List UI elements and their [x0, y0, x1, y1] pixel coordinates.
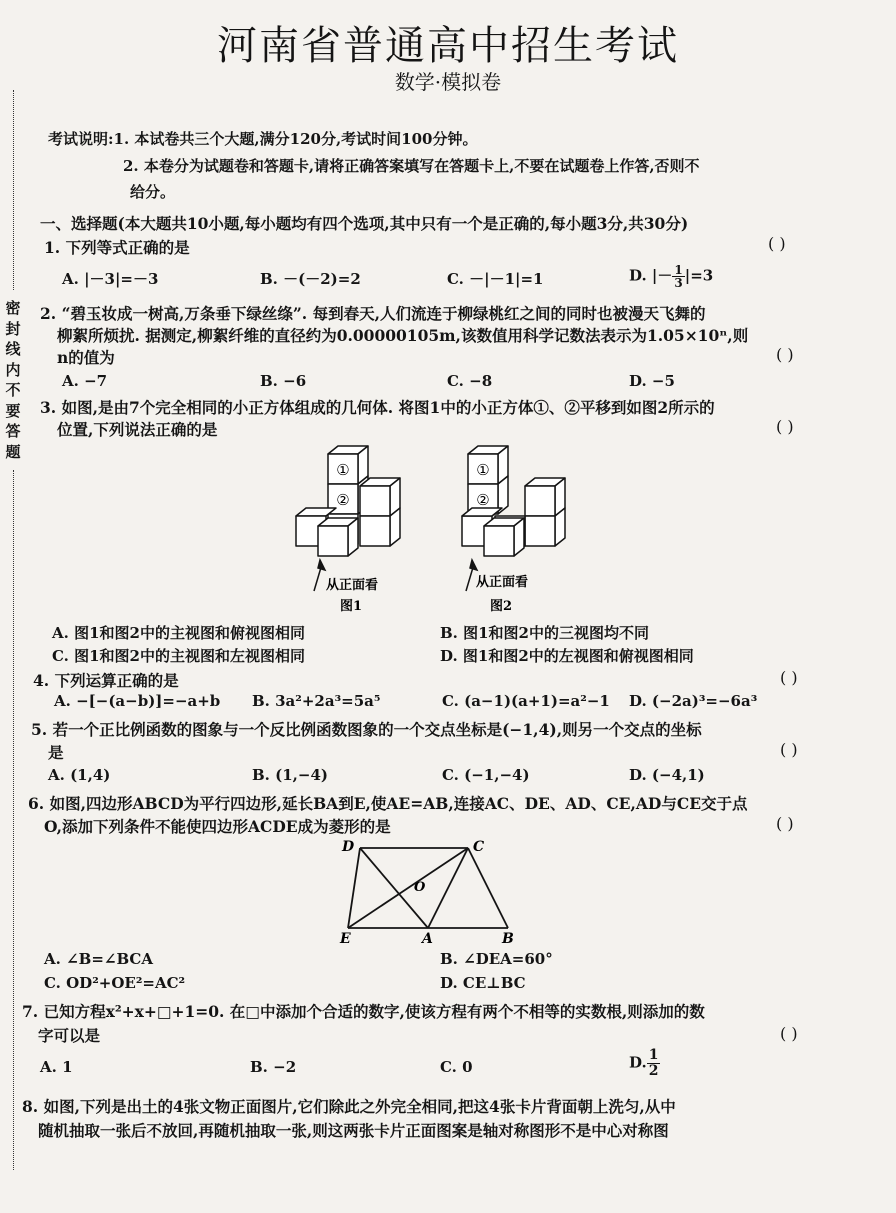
figure-2-view-label: 从正面看: [476, 575, 529, 590]
seal-char: 线: [5, 340, 21, 358]
figure-1-view-label: 从正面看: [326, 578, 379, 593]
q7-line-2: 字可以是: [38, 1026, 101, 1045]
q4-option-d: D. (−2a)³=−6a³: [629, 692, 758, 710]
q3-option-a: A. 图1和图2中的主视图和俯视图相同: [52, 624, 305, 642]
page-subtitle: 数学·模拟卷: [394, 70, 502, 94]
figure-1-label: 图1: [340, 599, 363, 614]
figure-2-cube-1-label: ①: [476, 461, 490, 479]
q1-option-d-prefix: D. |－: [629, 266, 673, 285]
fraction-numerator: 1: [648, 1047, 659, 1063]
q6-option-c: C. OD²+OE²=AC²: [44, 974, 186, 992]
q7-line-1: 7. 已知方程x²+x+□+1=0. 在□中添加个合适的数字,使该方程有两个不相等的实数根,则添加的数: [22, 1002, 705, 1021]
figure-1-cube-1-label: ①: [336, 461, 350, 479]
seal-note: [5, 298, 21, 462]
seal-char: 答: [5, 422, 21, 440]
q1-option-c: C. －|－1|=1: [447, 270, 544, 288]
q1-stem: 1. 下列等式正确的是: [44, 238, 190, 257]
seal-char: 不: [5, 381, 21, 399]
q1-option-d: [629, 264, 713, 289]
point-d-label: D: [342, 839, 355, 855]
figure-2-cube-2-label: ②: [476, 491, 490, 509]
q4-option-b: B. 3a²+2a³=5a⁵: [252, 692, 381, 710]
q6-option-d: D. CE⊥BC: [440, 974, 526, 992]
figure-1-cube-2-label: ②: [336, 491, 350, 509]
q5-answer-paren: ( ): [780, 740, 798, 759]
q2-option-b: B. −6: [260, 372, 307, 390]
q2-option-d: D. −5: [629, 372, 675, 390]
point-o-label: O: [414, 880, 426, 895]
q7-option-c: C. 0: [440, 1058, 473, 1076]
q6-option-b: B. ∠DEA=60°: [440, 950, 553, 968]
q2-option-a: A. −7: [62, 372, 108, 390]
q3-line-1: 3. 如图,是由7个完全相同的小正方体组成的几何体. 将图1中的小正方体①、②平移到如图2所示的: [40, 398, 715, 417]
q3-line-2: 位置,下列说法正确的是: [57, 420, 218, 439]
q8-line-1: 8. 如图,下列是出土的4张文物正面图片,它们除此之外完全相同,把这4张卡片背面朝上洗匀,从中: [22, 1097, 676, 1116]
q3-option-d: D. 图1和图2中的左视图和俯视图相同: [440, 647, 694, 665]
point-b-label: B: [502, 931, 514, 946]
q4-option-c: C. (a−1)(a+1)=a²−1: [442, 692, 610, 710]
seal-char: 内: [5, 360, 21, 379]
q2-line-2: 柳絮所烦扰. 据测定,柳絮纤维的直径约为0.00000105m,该数值用科学记数法表示为1.05×10ⁿ,则: [57, 326, 749, 345]
point-a-label: A: [422, 931, 433, 946]
seal-dotted-line-top: [13, 90, 14, 290]
q6-line-2: O,添加下列条件不能使四边形ACDE成为菱形的是: [44, 817, 391, 836]
q4-stem: 4. 下列运算正确的是: [33, 671, 179, 690]
q4-option-a: A. −[−(a−b)]=−a+b: [54, 692, 221, 710]
q8-line-2: 随机抽取一张后不放回,再随机抽取一张,则这两张卡片正面图案是轴对称图形不是中心对称图: [38, 1121, 669, 1140]
q1-option-d-suffix: |=3: [684, 266, 714, 285]
page-title: 河南省普通高中招生考试: [217, 23, 679, 69]
q7-option-d-prefix: D.: [629, 1053, 647, 1072]
instruction-line-1: 考试说明:1. 本试卷共三个大题,满分120分,考试时间100分钟。: [48, 130, 478, 148]
q7-answer-paren: ( ): [780, 1024, 798, 1043]
section-heading: 一、选择题(本大题共10小题,每小题均有四个选项,其中只有一个是正确的,每小题3分,共30分): [40, 214, 689, 233]
point-e-label: E: [340, 931, 351, 946]
seal-char: 密: [5, 299, 21, 317]
q3-option-b: B. 图1和图2中的三视图均不同: [440, 624, 649, 642]
q5-option-a: A. (1,4): [48, 766, 111, 784]
fraction-denominator: 2: [648, 1063, 659, 1079]
q1-answer-paren: ( ): [768, 234, 786, 253]
q6-answer-paren: ( ): [776, 814, 794, 833]
seal-dotted-line-bottom: [13, 470, 14, 1170]
q4-answer-paren: ( ): [780, 668, 798, 687]
q1-option-b: B. －(－2)=2: [260, 270, 361, 288]
q6-option-a: A. ∠B=∠BCA: [44, 950, 153, 968]
q2-option-c: C. −8: [447, 372, 493, 390]
q1-option-a: A. |－3|=－3: [62, 270, 159, 288]
fraction-denominator: 3: [674, 276, 683, 290]
q7-option-a: A. 1: [40, 1058, 73, 1076]
figure-2-label: 图2: [490, 599, 513, 614]
instruction-line-3: 给分。: [130, 183, 176, 201]
q7-option-b: B. −2: [250, 1058, 297, 1076]
point-c-label: C: [473, 839, 485, 855]
q7-option-d: [629, 1048, 660, 1079]
seal-char: 要: [5, 401, 21, 420]
seal-char: 题: [5, 442, 21, 461]
q5-option-d: D. (−4,1): [629, 766, 705, 784]
figure-lines: [348, 848, 508, 928]
q2-answer-paren: ( ): [776, 345, 794, 364]
q6-line-1: 6. 如图,四边形ABCD为平行四边形,延长BA到E,使AE=AB,连接AC、DE、AD、CE,AD与CE交于点: [28, 794, 748, 813]
q5-option-b: B. (1,−4): [252, 766, 328, 784]
q3-answer-paren: ( ): [776, 417, 794, 436]
q6-parallelogram-figure: [330, 834, 530, 946]
q3-figures: [290, 436, 590, 616]
seal-char: 封: [5, 319, 21, 338]
q5-line-2: 是: [48, 743, 64, 762]
instruction-line-2: 2. 本卷分为试题卷和答题卡,请将正确答案填写在答题卡上,不要在试题卷上作答,否则不: [123, 157, 700, 175]
q5-option-c: C. (−1,−4): [442, 766, 530, 784]
q5-line-1: 5. 若一个正比例函数的图象与一个反比例函数图象的一个交点坐标是(−1,4),则另一个交点的坐标: [31, 720, 702, 739]
q3-option-c: C. 图1和图2中的主视图和左视图相同: [52, 647, 305, 665]
q7-option-d-fraction: [647, 1048, 661, 1079]
q2-line-3: n的值为: [57, 348, 115, 367]
q1-option-d-fraction: [672, 264, 684, 289]
q2-line-1: 2. “碧玉妆成一树高,万条垂下绿丝绦”. 每到春天,人们流连于柳绿桃红之间的同时也被漫天飞舞的: [40, 304, 706, 323]
fraction-numerator: 1: [674, 263, 683, 277]
